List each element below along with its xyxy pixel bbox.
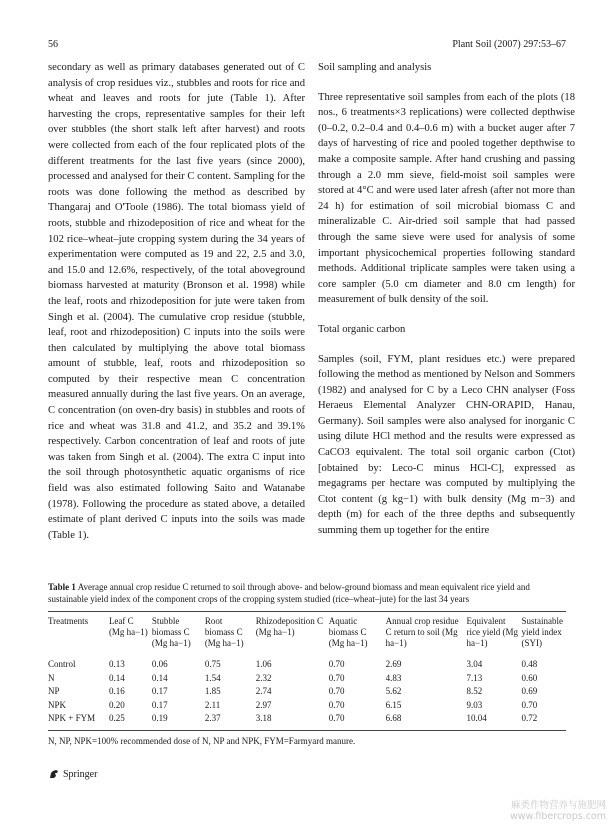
table-row <box>48 654 566 672</box>
table-caption-text: Average annual crop residue C returned to soil through above- and below-ground biomass and mean equivalent rice yield and sustainable yield index of the component crops of the cropping system studied (rice–wheat–jute) for the last 34 years <box>48 582 530 604</box>
table-cell: 5.62 <box>385 686 402 696</box>
table-cell: 0.72 <box>521 713 538 723</box>
section-heading-total-organic-carbon: Total organic carbon <box>318 323 406 335</box>
table-cell: 0.48 <box>521 659 538 669</box>
springer-horse-icon <box>48 768 60 780</box>
page-header <box>48 39 566 53</box>
table-cell: 3.04 <box>466 659 483 669</box>
th-treatments: Treatments <box>48 616 89 626</box>
table-cell: 0.25 <box>108 713 125 723</box>
left-column <box>48 60 305 551</box>
table-cell: 0.60 <box>521 672 538 683</box>
table-cell: NPK <box>48 699 67 710</box>
body-paragraph: secondary as well as primary databases generated out of C analysis of crop residues viz., stubbles and roots for rice and wheat and leaves and roots for jute (Table 1). After harvesting the crops, representative samples for their left over stubbles (the short stalk left after harvest) and roots were collected from each of the four replicated plots of the different treatments for the last five years (since 2000), processed and analysed for their C content. Sampling for the roots was done following the method as described by Thangaraj and O'Toole (1986). The total biomass yield of roots, stubble and rhizodeposition of rice and wheat for the 102 rice–wheat–jute cropping system during the 34 years of experimentation were computed as 19 and 22, 2.5 and 3.0, and 15.0 and 12.6%, respectively, of the total aboveground biomass harvested at maturity (Bronson et al. 1998) while the leaf, roots and rhizodeposition for jute were taken from Singh et al. (2004). The cumulative crop residue (stubble, leaf, root and rhizodeposition) C inputs into the soils were then calculated by multiplying the above total biomass amount of stubble, leaf, roots and rhizodeposition so computed by their respective mean C concentration measured annually during the last five years. On an average, C concentration (on oven-dry basis) in stubbles and roots of rice and wheat was 31.8 and 41.2, and 35.2 and 39.1% respectively. Carbon concentration of leaf and roots of jute was taken from Singh et al. (2004). The extra C input into the soil through photosynthetic aquatic organisms of rice field was also estimated following Saito and Watanabe (1978). Following the procedure as stated above, a detailed estimate of plant derived C inputs into the soils was made (Table 1). <box>48 62 305 541</box>
table-cell: 1.54 <box>204 672 221 683</box>
publisher-footer <box>48 768 97 780</box>
table-cell: 0.70 <box>328 699 345 710</box>
watermark-line-2: www.fibercrops.com <box>509 811 606 822</box>
table-cell: 2.69 <box>385 659 402 669</box>
th-aquatic: Aquatic biomass C (Mg ha−1) <box>328 616 368 648</box>
journal-citation: Plant Soil (2007) 297:53–67 <box>452 39 566 50</box>
table-cell: 0.06 <box>151 659 168 669</box>
table-cell: 0.70 <box>328 713 345 723</box>
th-stubble: Stubble biomass C (Mg ha−1) <box>151 616 191 648</box>
table-cell: 0.17 <box>151 686 168 696</box>
table-cell: 6.15 <box>385 699 402 710</box>
table-cell: 0.19 <box>151 713 168 723</box>
table-cell: 0.14 <box>108 672 125 683</box>
table-cell: 10.04 <box>466 713 487 723</box>
watermark <box>510 800 606 822</box>
table-label: Table 1 <box>48 582 76 592</box>
table-cell: 0.69 <box>521 686 538 696</box>
table-cell: 7.13 <box>466 672 483 683</box>
table-cell: NPK + FYM <box>48 713 96 723</box>
th-annual-residue: Annual crop residue C return to soil (Mg ha−1) <box>385 616 459 648</box>
table-cell: 0.75 <box>204 659 221 669</box>
body-paragraph: Three representative soil samples from each of the plots (18 nos., 6 treatments×3 replications) were collected depthwise (0–0.2, 0.2–0.4 and 0.4–0.6 m) with a bucket auger after 7 days of harvesting of rice and pooled together depthwise to make a composite sample. After hand crushing and passing through a 2.0 mm sieve, field-moist soil samples were stored at 4°C and were used later afresh (after not more than 24 h) for estimation of soil microbial biomass C and mineralizable C. Air-dried soil sample that had passed through the same sieve were used for analysis of some important physicochemical properties following standard methods. Additional triplicate samples were taken using a core sampler (5.0 cm diameter and 8.0 cm length) for measurement of bulk density of the soil. <box>318 91 575 306</box>
table-cell: 2.97 <box>255 699 272 710</box>
th-rhizodeposition: Rhizodeposition C (Mg ha−1) <box>255 616 323 637</box>
table-cell: 6.68 <box>385 713 402 723</box>
table-cell: 0.70 <box>328 659 345 669</box>
table-cell: 9.03 <box>466 699 483 710</box>
table-cell: 4.83 <box>385 672 402 683</box>
table-cell: 1.85 <box>204 686 221 696</box>
table-cell: 2.37 <box>204 713 221 723</box>
th-root: Root biomass C (Mg ha−1) <box>204 616 244 648</box>
data-table <box>48 612 566 730</box>
table-row <box>48 699 566 713</box>
table-row <box>48 672 566 686</box>
table-cell: 0.70 <box>328 672 345 683</box>
table-cell: 1.06 <box>255 659 272 669</box>
table-footnote: N, NP, NPK=100% recommended dose of N, NP and NPK, FYM=Farmyard manure. <box>48 735 356 746</box>
table-cell: 0.13 <box>108 659 125 669</box>
table-cell: NP <box>48 686 60 696</box>
table-cell: 0.17 <box>151 699 168 710</box>
table-cell: 2.32 <box>255 672 272 683</box>
table-cell: N <box>48 672 55 683</box>
table-cell: 2.11 <box>204 699 221 710</box>
table-caption <box>48 582 566 605</box>
table-row <box>48 685 566 699</box>
table-cell: 0.16 <box>108 686 125 696</box>
table-cell: 0.20 <box>108 699 125 710</box>
table-cell: 8.52 <box>466 686 483 696</box>
watermark-line-1: 麻类作物营养与施肥网 <box>510 800 606 811</box>
th-equivalent-yield: Equivalent rice yield (Mg ha−1) <box>466 616 518 648</box>
table-header-row <box>48 612 566 654</box>
right-column <box>318 60 575 547</box>
th-leaf-c: Leaf C (Mg ha−1) <box>108 616 148 637</box>
page-number: 56 <box>48 39 58 50</box>
table-cell: 2.74 <box>255 686 272 696</box>
body-paragraph: Samples (soil, FYM, plant residues etc.) were prepared following the method as mentioned by Nelson and Sommers (1982) and analysed for C by a Leco CHN analyser (Foss Heraeus Elemental Analyzer CHN-ORAPID, Hanau, Germany). Soil samples were also analysed for inorganic C using dilute HCl method and the results were expressed as CaCO3 equivalent. The total soil organic carbon (Ctot) [obtained by: Leco-C minus HCl-C], expressed as megagrams per hectare was computed by multiplying the Ctot content (g kg−1) with bulk density (Mg m−3) and depth (m) for each of the three depths and subsequently summing them up together for the entire <box>318 353 575 537</box>
table-1 <box>48 582 566 747</box>
section-heading-soil-sampling: Soil sampling and analysis <box>318 62 432 73</box>
table-row <box>48 712 566 730</box>
th-syi: Sustainable yield index (SYI) <box>521 616 563 648</box>
publisher-name: Springer <box>63 768 98 780</box>
table-cell: 3.18 <box>255 713 272 723</box>
table-cell: 0.70 <box>328 686 345 696</box>
table-cell: 0.14 <box>151 672 168 683</box>
table-cell: Control <box>48 659 76 669</box>
table-cell: 0.70 <box>521 699 538 710</box>
